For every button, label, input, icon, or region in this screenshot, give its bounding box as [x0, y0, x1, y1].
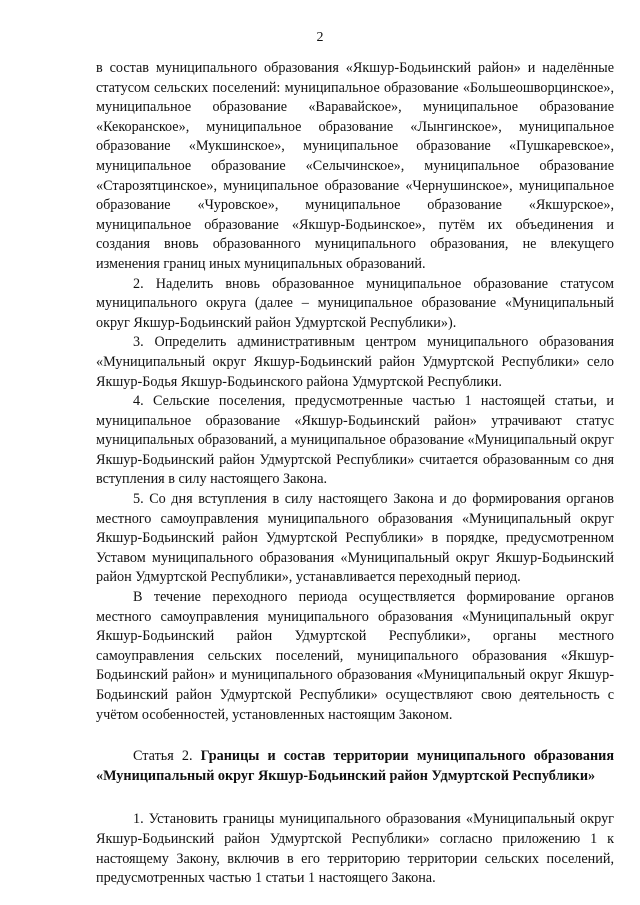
article-2-title: Границы и состав территории муниципального образования «Муниципальный округ Якшур-Бодьинский район Удмуртской Республики»	[96, 748, 615, 784]
article-2-clause-1: 1. Установить границы муниципального образования «Муниципальный округ Якшур-Бодьинский район Удмуртской Республики» согласно приложению 1 к настоящему Закону, включив в его территорию территории сельских поселений, предусмотренных частью 1 статьи 1 настоящего Закона.	[96, 811, 614, 887]
paragraph-transition-period: В течение переходного периода осуществляется формирование органов местного самоуправления муниципального образования «Муниципальный округ Якшур-Бодьинский район Удмуртской Республики», органы местного самоуправления сельских поселений, муниципального образования «Якшур-Бодьинский район» и муниципального образования «Муниципальный округ Якшур-Бодьинский район Удмуртской Республики» осуществляют свою деятельность с учётом особенностей, установленных настоящим Законом.	[96, 589, 614, 723]
article-2-label: Статья 2.	[133, 748, 201, 765]
paragraph-clause-4: 4. Сельские поселения, предусмотренные частью 1 настоящей статьи, и муниципальное образование «Якшур-Бодьинский район» утрачивают статус муниципальных образований, а муниципальное образование «Муниципальный округ Якшур-Бодьинский район Удмуртской Республики» считается образованным со дня вступления в силу настоящего Закона.	[96, 393, 614, 488]
document-body	[96, 59, 614, 889]
paragraph-clause-2: 2. Наделить вновь образованное муниципальное образование статусом муниципального округа (далее – муниципальное образование «Муниципальный округ Якшур-Бодьинский район Удмуртской Республики»).	[96, 275, 614, 331]
paragraph-clause-3: 3. Определить административным центром муниципального образования «Муниципальный округ Якшур-Бодьинский район Удмуртской Республики» село Якшур-Бодья Якшур-Бодьинского района Удмуртской Республики.	[96, 334, 614, 390]
paragraph-continuation: в состав муниципального образования «Якшур-Бодьинский район» и наделённые статусом сельских поселений: муниципальное образование «Большеошворцинское», муниципальное образование «Варавайское», муниципальное образование «Кекоранское», муниципальное образование «Лынгинское», муниципальное образование «Мукшинское», муниципальное образование «Пушкаревское», муниципальное образование «Селычинское», муниципальное образование «Старозятцинское», муниципальное образование «Чернушинское», муниципальное образование «Чуровское», муниципальное образование «Якшурское», муниципальное образование «Якшур-Бодьинское», путём их объединения и создания вновь образованного муниципального образования, не влекущего изменения границ иных муниципальных образований.	[96, 60, 614, 272]
paragraph-clause-5: 5. Со дня вступления в силу настоящего Закона и до формирования органов местного самоуправления муниципального образования «Муниципальный округ Якшур-Бодьинский район Удмуртской Республики» в порядке, предусмотренном Уставом муниципального образования «Муниципальный округ Якшур-Бодьинский район Удмуртской Республики», устанавливается переходный период.	[96, 491, 614, 586]
article-2-heading	[96, 747, 614, 786]
page-number: 2	[316, 30, 324, 45]
